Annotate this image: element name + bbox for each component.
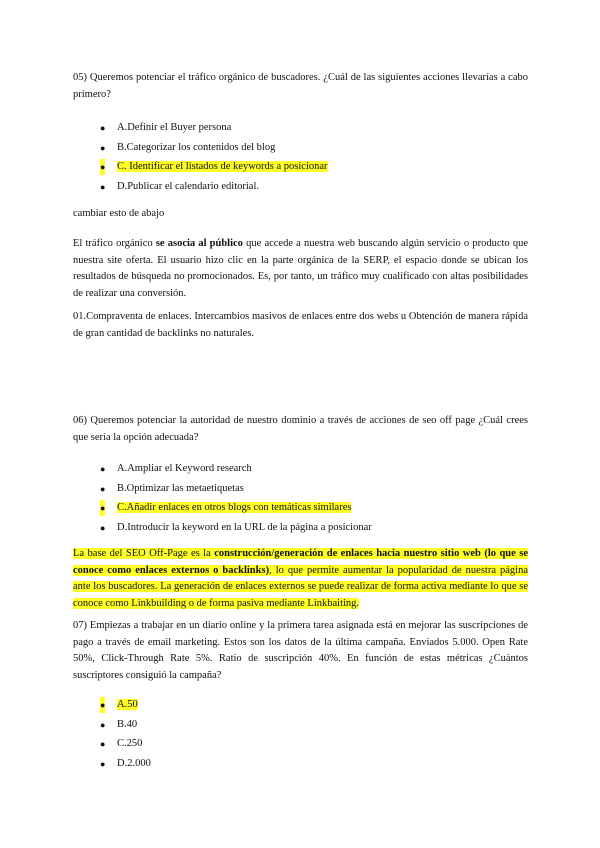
option-text-highlighted: C.Añadir enlaces en otros blogs con temáticas similares (117, 502, 352, 513)
q07-option-d (100, 756, 151, 776)
q05-option-a (100, 120, 328, 140)
question-06-options (100, 461, 372, 539)
option-text-highlighted: A.50 (117, 699, 138, 710)
question-07-options (100, 697, 151, 775)
bullet-icon: ● (100, 739, 106, 749)
option-text: D.2.000 (117, 757, 151, 769)
bullet-icon: ● (100, 181, 106, 192)
bullet-icon: ● (100, 464, 106, 474)
q07-option-c (100, 736, 151, 756)
option-text-highlighted: C. Identificar el listados de keywords a posicionar (117, 161, 328, 172)
option-text: C.250 (117, 738, 143, 749)
explanation-06-bold: construcción/generación de enlaces hacia nuestro sitio web (lo que se conoce como enlaces externos o backlinks) (73, 548, 528, 576)
question-06: 06) Queremos potenciar la autoridad de nuestro dominio a través de acciones de seo off page ¿Cuál crees que sería la opción adecuada? (73, 415, 528, 443)
bullet-icon: ● (100, 142, 106, 153)
explanation-06: La base del SEO Off-Page es la construcción/generación de enlaces hacia nuestro sitio web (lo que se conoce como enlaces externos o backlinks), lo que permite aumentar la popularidad de nuestra página ante los buscadores. La generación de enlaces externos se puede realizar de forma activa mediante lo que se conoce como Linkbuilding o de forma pasiva mediante Linkbaiting. (73, 548, 528, 609)
option-text: B.Categorizar los contenidos del blog (117, 141, 276, 153)
q05-option-b (100, 140, 328, 160)
bullet-icon: ● (100, 719, 106, 730)
editor-note: cambiar esto de abajo (73, 208, 165, 219)
bullet-icon: ● (100, 758, 106, 769)
bullet-icon: ● (100, 159, 105, 175)
explanation-05: El tráfico orgánico se asocia al público que accede a nuestra web buscando algún servicio o producto que nuestra site oferta. El usuario hizo clic en la parte orgánica de la SERP, el espacio donde se ubican los resultados de búsqueda no promocionados. Es, por tanto, un tráfico muy cualificado con altas posibilidades de realizar una conversión. (73, 238, 529, 299)
q07-option-a (100, 697, 151, 717)
q05-option-d (100, 179, 328, 199)
q06-option-d (100, 520, 372, 540)
option-text: A.Definir el Buyer persona (117, 122, 232, 133)
question-07: 07) Empiezas a trabajar en un diario online y la primera tarea asignada está en mejorar las suscripciones de pago a través de email marketing. Estos son los datos de la última campaña. Enviados 5.000. Open Rate 50%, Click-Through Rate 5%. Ratio de suscripción 40%. En función de estas métricas ¿Cuántos suscriptores consiguió la campaña? (73, 620, 528, 681)
option-text: D.Introducir la keyword en la URL de la página a posicionar (117, 521, 372, 533)
bullet-icon: ● (100, 123, 106, 133)
bullet-icon: ● (100, 522, 106, 533)
question-05-options (100, 120, 328, 198)
bullet-icon: ● (100, 697, 105, 713)
question-01-text: 01.Compraventa de enlaces. Intercambios masivos de enlaces entre dos webs u Obtención de manera rápida de gran cantidad de backlinks no naturales. (73, 311, 528, 339)
option-text: A.Ampliar el Keyword research (117, 463, 252, 474)
q06-option-a (100, 461, 372, 481)
bullet-icon: ● (100, 483, 106, 494)
q06-option-c (100, 500, 372, 520)
question-05: 05) Queremos potenciar el tráfico orgánico de buscadores. ¿Cuál de las siguientes acciones llevarías a cabo primero? (73, 72, 528, 100)
option-text: B.40 (117, 718, 138, 730)
q07-option-b (100, 717, 151, 737)
option-text: D.Publicar el calendario editorial. (117, 180, 259, 192)
option-text: B.Optimizar las metaetiquetas (117, 482, 244, 494)
q06-option-b (100, 481, 372, 501)
explanation-05-bold: se asocia al público (155, 238, 243, 249)
bullet-icon: ● (100, 500, 105, 516)
q05-option-c (100, 159, 328, 179)
